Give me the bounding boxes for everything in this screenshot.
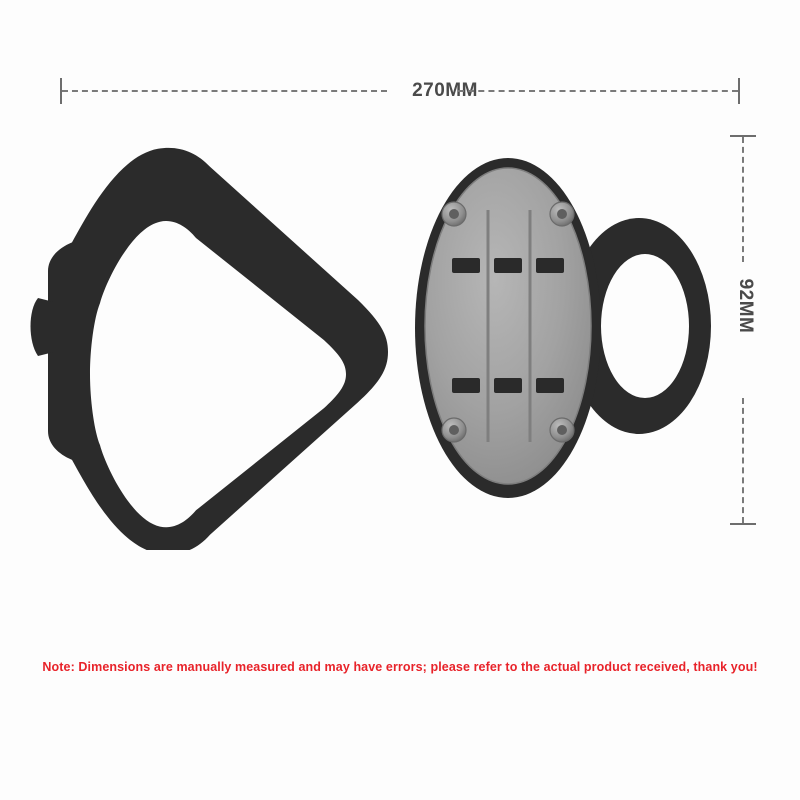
strap-left-tab: [31, 298, 55, 356]
width-dimension-label: 270MM: [412, 80, 478, 101]
center-plate: [415, 158, 601, 498]
height-dimension-label: 92MM: [735, 278, 756, 334]
measurement-note: Note: Dimensions are manually measured and may have errors; please refer to the actual product received, thank you!: [42, 660, 758, 674]
product-illustration: [28, 130, 748, 550]
width-dimension-left-line: [62, 90, 387, 92]
width-dimension-right-cap: [738, 78, 740, 104]
width-dimension: [60, 78, 740, 114]
plate-slots-upper: [452, 258, 564, 273]
plate-slots-lower: [452, 378, 564, 393]
width-dimension-right-line: [458, 90, 738, 92]
